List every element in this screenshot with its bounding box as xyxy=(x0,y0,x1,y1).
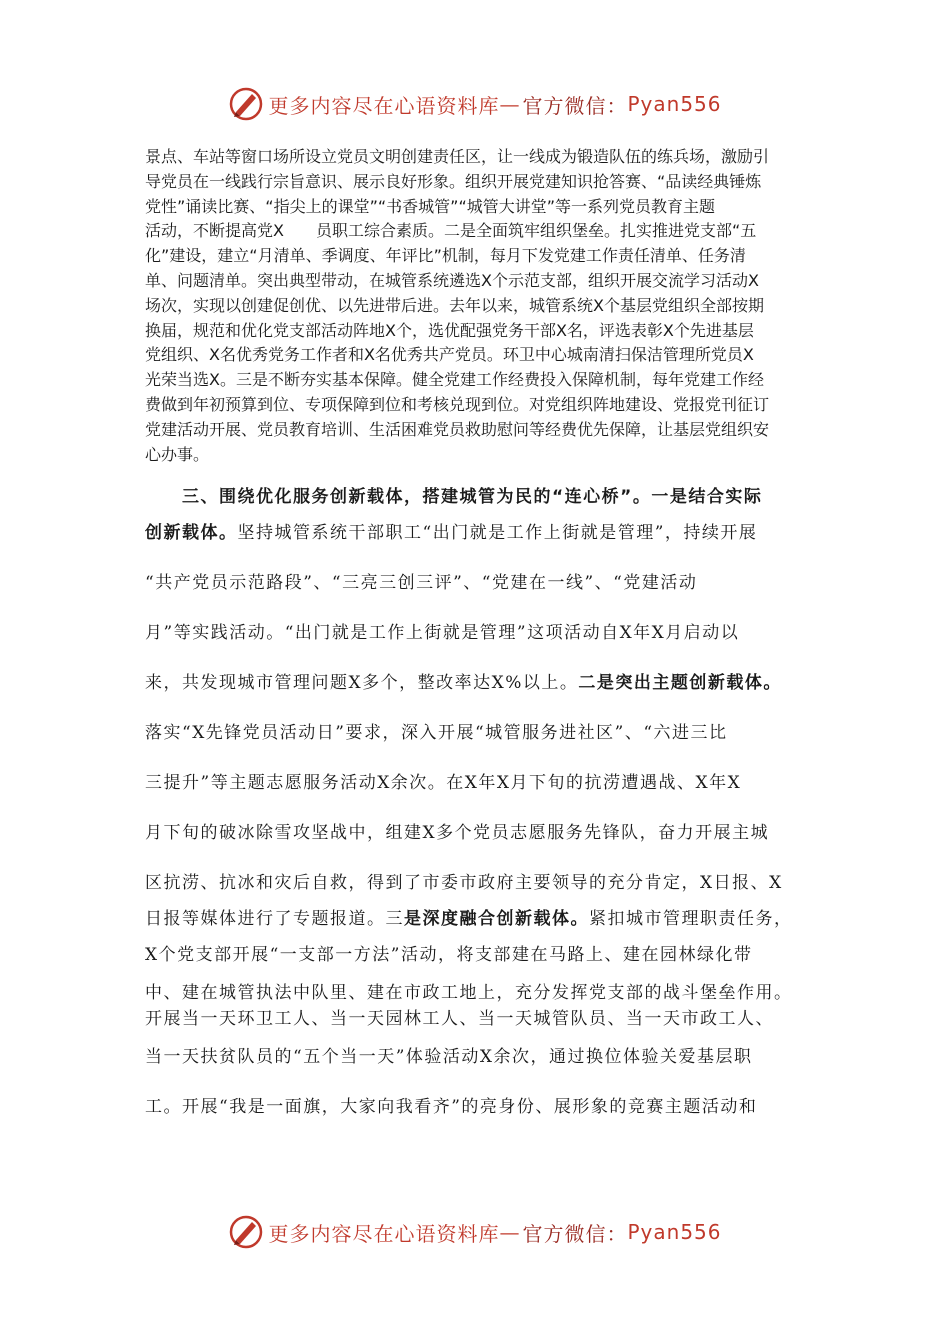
bold-phrase: 是深度融合创新载体。 xyxy=(404,909,589,929)
banner-text: 更多内容尽在心语资料库 xyxy=(268,1221,500,1246)
text-line: 当一天扶贫队员的“五个当一天”体验活动X余次，通过换位体验关爱基层职 xyxy=(145,1047,753,1067)
text-run: 日报等媒体进行了专题报道。三 xyxy=(145,909,404,929)
text-line: 党组织、X名优秀党务工作者和X名优秀共产党员。环卫中心城南清扫保洁管理所党员X xyxy=(145,345,754,365)
text-line: “共产党员示范路段”、“三亮三创三评”、“党建在一线”、“党建活动 xyxy=(145,573,698,593)
text-line: 场次，实现以创建促创优、以先进带后进。去年以来，城管系统X个基层党组织全部按期 xyxy=(145,295,764,315)
wechat-label: 官方微信： xyxy=(522,93,628,118)
text-line: 换届，规范和优化党支部活动阵地X个，选优配强党务干部X名，评选表彰X个先进基层 xyxy=(145,320,754,340)
text-line: 心办事。 xyxy=(145,444,210,464)
header-banner xyxy=(0,84,950,124)
text-line: 费做到年初预算到位、专项保障到位和考核兑现到位。对党组织阵地建设、党报党刊征订 xyxy=(145,394,770,414)
text-run: 坚持城管系统干部职工“出门就是工作上街就是管理”，持续开展 xyxy=(237,523,758,543)
bold-phrase: 创新载体。 xyxy=(145,523,238,543)
text-line: 工。开展“我是一面旗，大家向我看齐”的亮身份、展形象的竞赛主题活动和 xyxy=(145,1097,758,1117)
section-heading: 三、围绕优化服务创新载体，搭建城管为民的“连心桥”。一是结合实际 xyxy=(145,487,763,507)
text-line: 活动，不断提高党X 员职工综合素质。二是全面筑牢组织堡垒。扎实推进党支部“五 xyxy=(145,221,757,241)
text-line: 月下旬的破冰除雪攻坚战中，组建X多个党员志愿服务先锋队，奋力开展主城 xyxy=(145,823,770,843)
text-run: 来，共发现城市管理问题X多个，整改率达X%以上。 xyxy=(145,673,579,693)
banner-dash: — xyxy=(499,1220,521,1244)
text-line: X个党支部开展“一支部一方法”活动，将支部建在马路上、建在园林绿化带 xyxy=(145,945,753,965)
text-line: 导党员在一线践行宗旨意识、展示良好形象。组织开展党建知识抢答赛、“品读经典锤炼 xyxy=(145,171,762,191)
text-line: 景点、车站等窗口场所设立党员文明创建责任区，让一线成为锻造队伍的练兵场，激励引 xyxy=(145,147,770,166)
text-line: 三提升”等主题志愿服务活动X余次。在X年X月下旬的抗涝遭遇战、X年X xyxy=(145,773,742,793)
wechat-id: Pyan556 xyxy=(627,92,722,116)
text-line xyxy=(145,904,793,929)
body-paragraph-1 xyxy=(145,145,810,467)
pen-logo-icon xyxy=(228,1214,264,1250)
text-line: 区抗涝、抗冰和灾后自救，得到了市委市政府主要领导的充分肯定，X日报、X xyxy=(145,873,783,893)
text-line: 中、建在城管执法中队里、建在市政工地上，充分发挥党支部的战斗堡垒作用。 xyxy=(145,983,793,1003)
text-line: 党建活动开展、党员教育培训、生活困难党员救助慰问等经费优先保障，让基层党组织安 xyxy=(145,419,770,439)
text-line: 化”建设，建立“月清单、季调度、年评比”机制，每月下发党建工作责任清单、任务清 xyxy=(145,246,746,266)
pen-logo-icon xyxy=(228,86,264,122)
text-line xyxy=(145,668,782,693)
wechat-id: Pyan556 xyxy=(627,1220,722,1244)
text-line: 光荣当选X。三是不断夯实基本保障。健全党建工作经费投入保障机制，每年党建工作经 xyxy=(145,370,764,390)
text-line: 单、问题清单。突出典型带动，在城管系统遴选X个示范支部，组织开展交流学习活动X xyxy=(145,270,759,290)
bold-phrase: 二是突出主题创新载体。 xyxy=(578,673,782,693)
text-line: 党性”诵读比赛、“指尖上的课堂”“书香城管”“城管大讲堂”等一系列党员教育主题 xyxy=(145,196,716,216)
banner-text: 更多内容尽在心语资料库 xyxy=(268,93,500,118)
text-line: 落实“X先锋党员活动日”要求，深入开展“城管服务进社区”、“六进三比 xyxy=(145,723,728,743)
text-line: 月”等实践活动。“出门就是工作上街就是管理”这项活动自X年X月启动以 xyxy=(145,623,740,643)
text-line: 开展当一天环卫工人、当一天园林工人、当一天城管队员、当一天市政工人、 xyxy=(145,1009,774,1029)
banner-dash: — xyxy=(499,92,521,116)
text-run: 紧扣城市管理职责任务， xyxy=(589,909,793,929)
wechat-label: 官方微信： xyxy=(522,1221,628,1246)
footer-banner xyxy=(0,1212,950,1252)
text-line xyxy=(145,518,757,543)
